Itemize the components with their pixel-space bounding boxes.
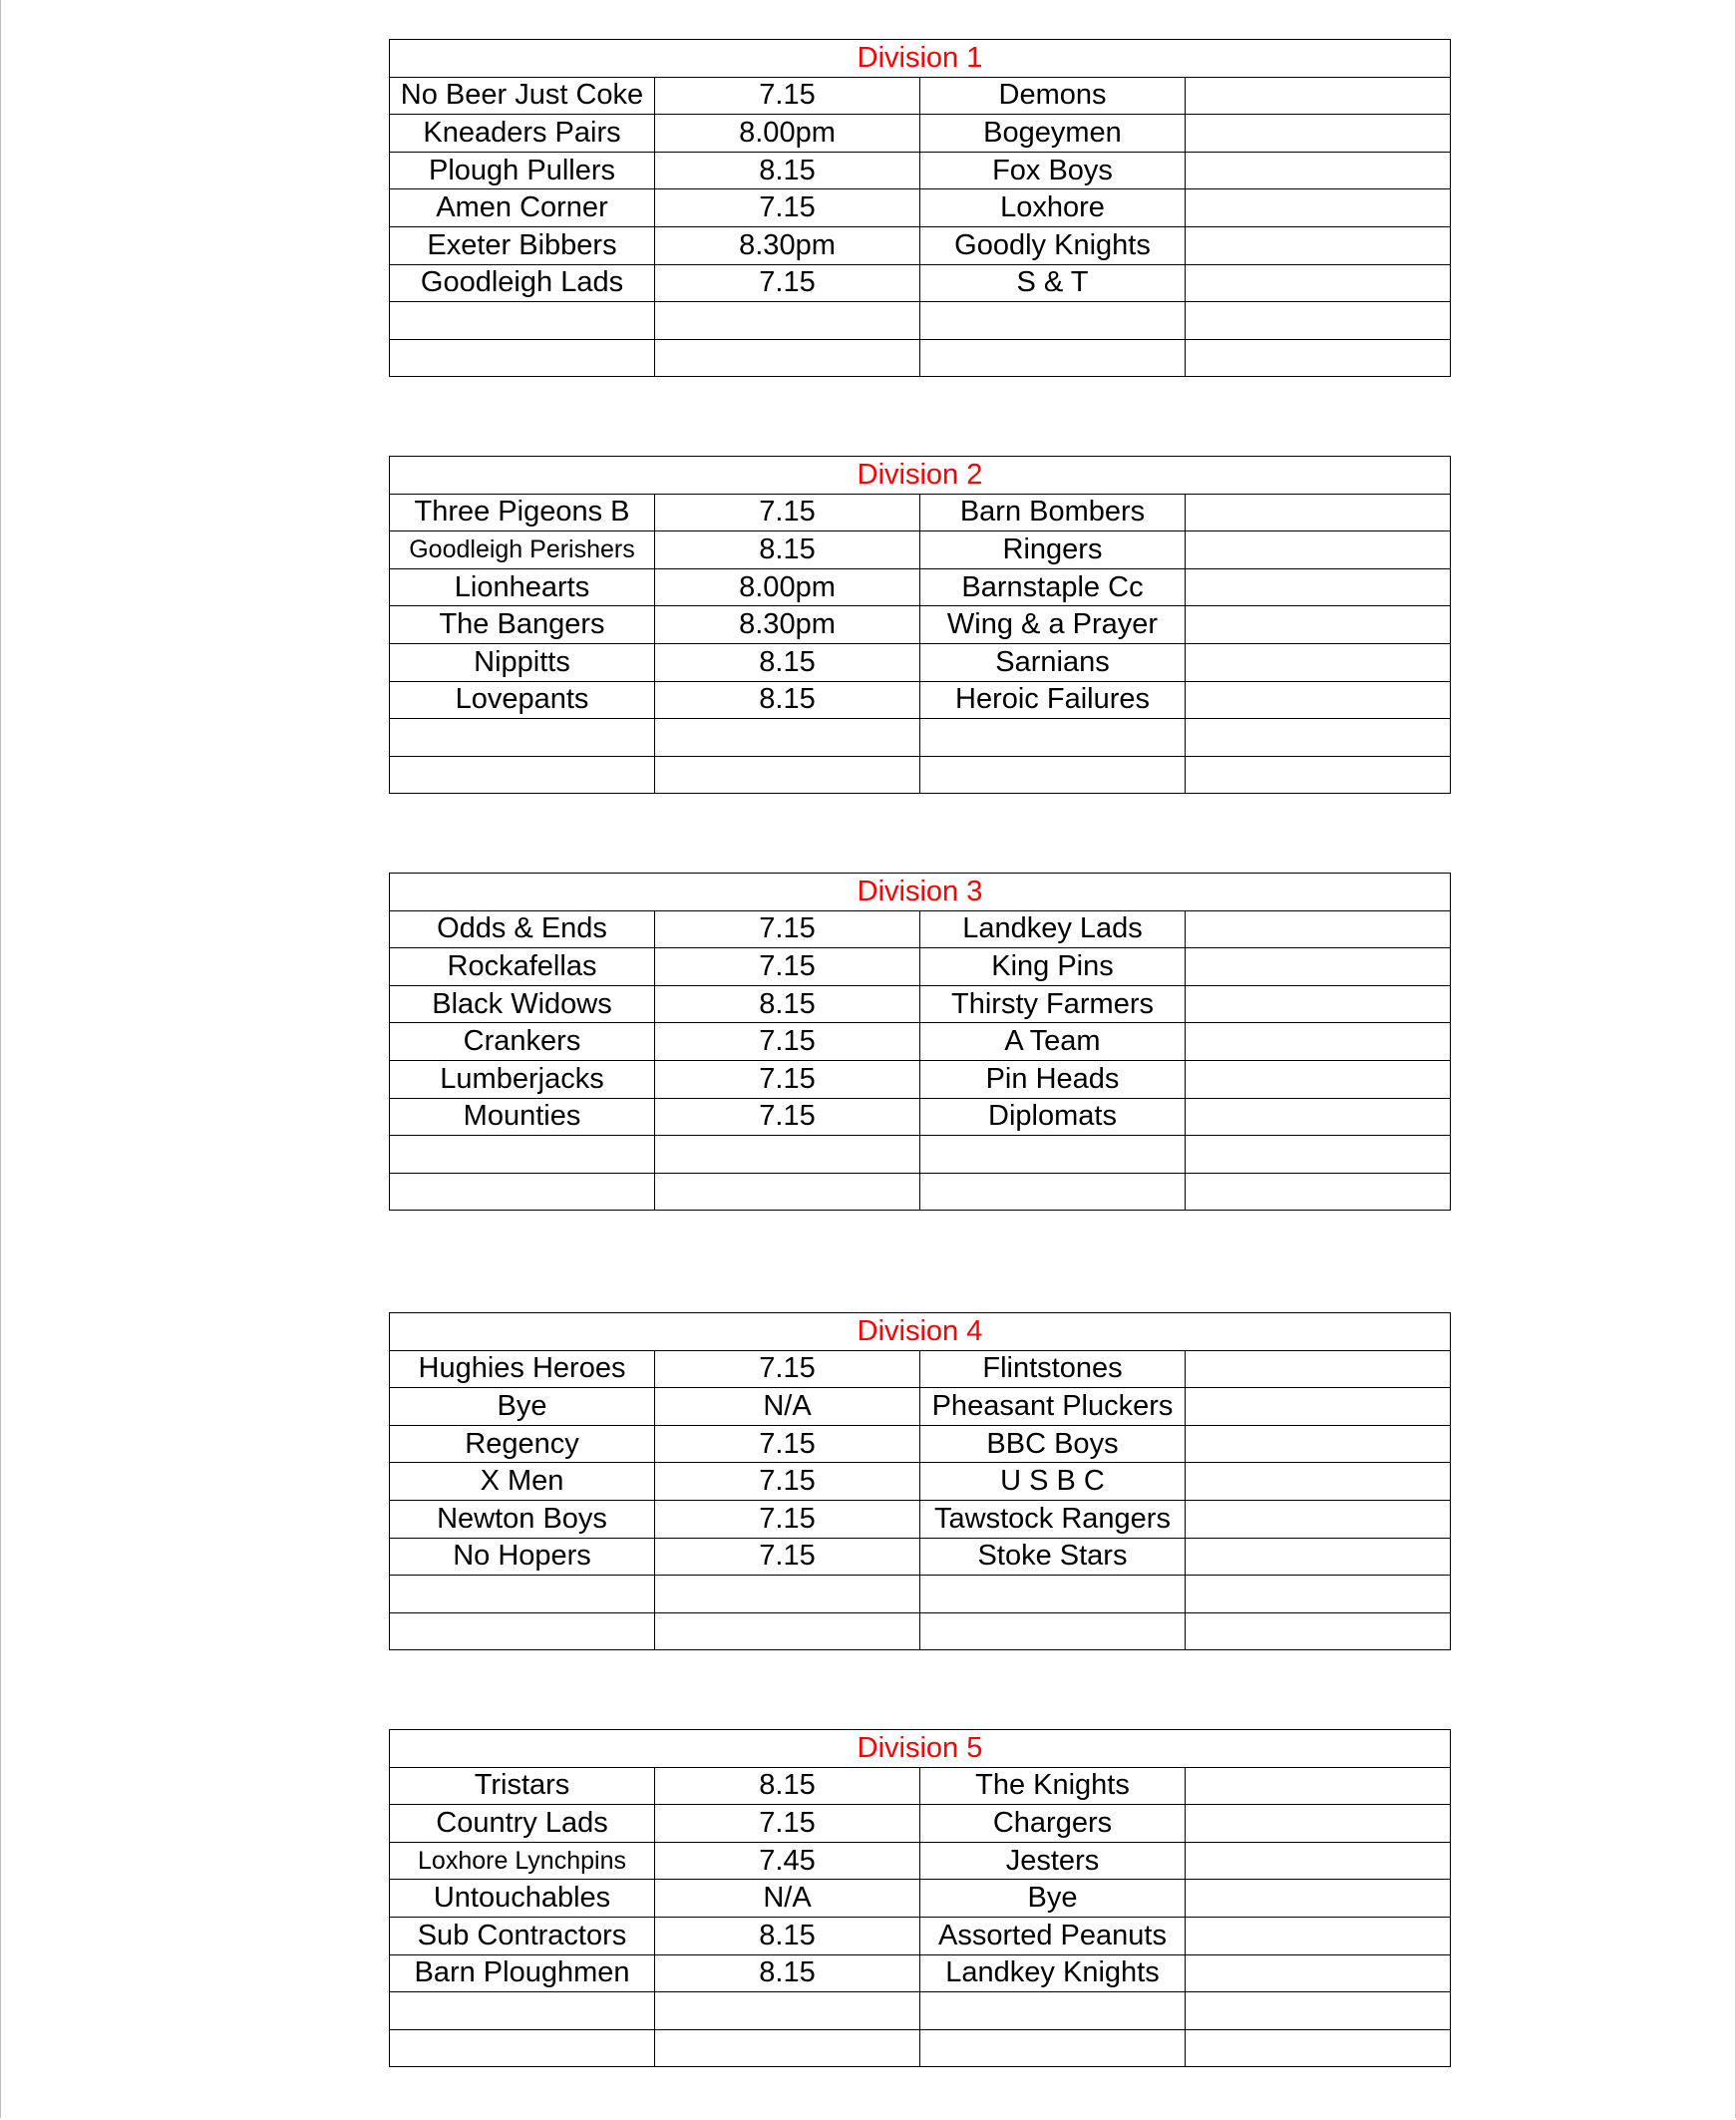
start-time: 7.15 xyxy=(655,1500,920,1538)
result-cell xyxy=(1186,1023,1451,1061)
start-time: 7.45 xyxy=(655,1842,920,1880)
start-time: 7.15 xyxy=(655,189,920,227)
division-4-table xyxy=(389,1312,1451,1650)
away-team: Pheasant Pluckers xyxy=(920,1388,1186,1426)
result-cell xyxy=(1186,1917,1451,1954)
result-cell xyxy=(1186,1538,1451,1576)
result-cell xyxy=(1186,681,1451,719)
fixture-row xyxy=(390,1388,1451,1426)
empty-cell xyxy=(655,756,920,794)
division-title-row xyxy=(390,874,1451,911)
home-team: Goodleigh Lads xyxy=(390,264,655,302)
home-team: Hughies Heroes xyxy=(390,1350,655,1388)
fixture-row xyxy=(390,77,1451,115)
empty-cell xyxy=(920,339,1186,377)
division-title-row xyxy=(390,40,1451,78)
result-cell xyxy=(1186,985,1451,1023)
division-title-row xyxy=(390,1730,1451,1768)
start-time: 8.15 xyxy=(655,1767,920,1805)
start-time: 8.15 xyxy=(655,1954,920,1992)
start-time: 7.15 xyxy=(655,948,920,986)
home-team: Untouchables xyxy=(390,1880,655,1918)
fixture-row xyxy=(390,152,1451,189)
empty-row xyxy=(390,2029,1451,2067)
empty-cell xyxy=(920,1173,1186,1211)
empty-cell xyxy=(655,1992,920,2030)
division-title: Division 1 xyxy=(390,40,1451,78)
result-cell xyxy=(1186,1954,1451,1992)
empty-row xyxy=(390,1576,1451,1613)
empty-cell xyxy=(1186,302,1451,340)
empty-cell xyxy=(920,719,1186,757)
home-team: Loxhore Lynchpins xyxy=(390,1842,655,1880)
away-team: The Knights xyxy=(920,1767,1186,1805)
start-time: 8.30pm xyxy=(655,226,920,264)
result-cell xyxy=(1186,643,1451,681)
home-team: No Hopers xyxy=(390,1538,655,1576)
start-time: 8.15 xyxy=(655,985,920,1023)
away-team: Barnstaple Cc xyxy=(920,568,1186,606)
away-team: Jesters xyxy=(920,1842,1186,1880)
away-team: Demons xyxy=(920,77,1186,115)
fixture-row xyxy=(390,1500,1451,1538)
home-team: Goodleigh Perishers xyxy=(390,531,655,569)
away-team: Tawstock Rangers xyxy=(920,1500,1186,1538)
empty-row xyxy=(390,719,1451,757)
division-5-table xyxy=(389,1729,1451,2067)
result-cell xyxy=(1186,189,1451,227)
division-title: Division 3 xyxy=(390,874,1451,911)
empty-row xyxy=(390,339,1451,377)
fixture-row xyxy=(390,681,1451,719)
result-cell xyxy=(1186,115,1451,153)
empty-cell xyxy=(655,1136,920,1174)
empty-cell xyxy=(390,339,655,377)
fixture-row xyxy=(390,531,1451,569)
fixture-row xyxy=(390,494,1451,531)
away-team: Flintstones xyxy=(920,1350,1186,1388)
away-team: Landkey Lads xyxy=(920,910,1186,948)
result-cell xyxy=(1186,1350,1451,1388)
fixture-row xyxy=(390,568,1451,606)
division-title: Division 5 xyxy=(390,1730,1451,1768)
empty-cell xyxy=(655,1576,920,1613)
empty-row xyxy=(390,1173,1451,1211)
home-team: Sub Contractors xyxy=(390,1917,655,1954)
home-team: Crankers xyxy=(390,1023,655,1061)
empty-cell xyxy=(1186,756,1451,794)
start-time: 7.15 xyxy=(655,1425,920,1463)
home-team: Rockafellas xyxy=(390,948,655,986)
empty-cell xyxy=(1186,1136,1451,1174)
home-team: Country Lads xyxy=(390,1805,655,1843)
fixture-row xyxy=(390,1350,1451,1388)
start-time: 8.15 xyxy=(655,531,920,569)
away-team: BBC Boys xyxy=(920,1425,1186,1463)
fixture-row xyxy=(390,1538,1451,1576)
away-team: Wing & a Prayer xyxy=(920,606,1186,644)
empty-cell xyxy=(655,1173,920,1211)
away-team: Bye xyxy=(920,1880,1186,1918)
away-team: U S B C xyxy=(920,1463,1186,1501)
result-cell xyxy=(1186,531,1451,569)
away-team: Ringers xyxy=(920,531,1186,569)
start-time: 8.00pm xyxy=(655,568,920,606)
fixture-row xyxy=(390,1842,1451,1880)
empty-cell xyxy=(655,339,920,377)
away-team: Heroic Failures xyxy=(920,681,1186,719)
empty-cell xyxy=(920,2029,1186,2067)
home-team: Amen Corner xyxy=(390,189,655,227)
result-cell xyxy=(1186,1842,1451,1880)
home-team: No Beer Just Coke xyxy=(390,77,655,115)
home-team: Barn Ploughmen xyxy=(390,1954,655,1992)
away-team: Assorted Peanuts xyxy=(920,1917,1186,1954)
home-team: Regency xyxy=(390,1425,655,1463)
fixture-row xyxy=(390,643,1451,681)
fixture-row xyxy=(390,1463,1451,1501)
division-title: Division 4 xyxy=(390,1313,1451,1351)
empty-row xyxy=(390,1992,1451,2030)
fixture-row xyxy=(390,1023,1451,1061)
start-time: 7.15 xyxy=(655,1060,920,1098)
empty-cell xyxy=(1186,1173,1451,1211)
fixture-row xyxy=(390,1767,1451,1805)
division-title-row xyxy=(390,457,1451,495)
fixture-row xyxy=(390,115,1451,153)
empty-row xyxy=(390,756,1451,794)
start-time: 7.15 xyxy=(655,910,920,948)
result-cell xyxy=(1186,1805,1451,1843)
empty-cell xyxy=(1186,1992,1451,2030)
result-cell xyxy=(1186,494,1451,531)
start-time: 7.15 xyxy=(655,264,920,302)
away-team: Goodly Knights xyxy=(920,226,1186,264)
fixture-row xyxy=(390,1805,1451,1843)
start-time: N/A xyxy=(655,1388,920,1426)
start-time: 7.15 xyxy=(655,1538,920,1576)
fixture-row xyxy=(390,985,1451,1023)
empty-cell xyxy=(390,1612,655,1650)
result-cell xyxy=(1186,1388,1451,1426)
start-time: 8.15 xyxy=(655,152,920,189)
away-team: Chargers xyxy=(920,1805,1186,1843)
start-time: 7.15 xyxy=(655,1805,920,1843)
result-cell xyxy=(1186,226,1451,264)
start-time: 8.15 xyxy=(655,1917,920,1954)
home-team: Lumberjacks xyxy=(390,1060,655,1098)
result-cell xyxy=(1186,1767,1451,1805)
fixture-row xyxy=(390,1880,1451,1918)
empty-cell xyxy=(390,1136,655,1174)
away-team: Fox Boys xyxy=(920,152,1186,189)
start-time: 7.15 xyxy=(655,1023,920,1061)
result-cell xyxy=(1186,1060,1451,1098)
result-cell xyxy=(1186,606,1451,644)
fixture-row xyxy=(390,264,1451,302)
home-team: Black Widows xyxy=(390,985,655,1023)
empty-cell xyxy=(1186,1612,1451,1650)
empty-cell xyxy=(390,719,655,757)
result-cell xyxy=(1186,264,1451,302)
home-team: Kneaders Pairs xyxy=(390,115,655,153)
empty-cell xyxy=(1186,719,1451,757)
result-cell xyxy=(1186,1880,1451,1918)
empty-cell xyxy=(390,2029,655,2067)
division-title: Division 2 xyxy=(390,457,1451,495)
fixture-row xyxy=(390,948,1451,986)
empty-cell xyxy=(655,302,920,340)
fixture-row xyxy=(390,189,1451,227)
fixture-row xyxy=(390,910,1451,948)
start-time: 8.30pm xyxy=(655,606,920,644)
division-1-table xyxy=(389,39,1451,377)
result-cell xyxy=(1186,568,1451,606)
home-team: Tristars xyxy=(390,1767,655,1805)
empty-cell xyxy=(390,1173,655,1211)
result-cell xyxy=(1186,1500,1451,1538)
home-team: Exeter Bibbers xyxy=(390,226,655,264)
fixture-row xyxy=(390,1917,1451,1954)
start-time: 7.15 xyxy=(655,494,920,531)
away-team: Barn Bombers xyxy=(920,494,1186,531)
empty-cell xyxy=(390,1992,655,2030)
empty-cell xyxy=(1186,2029,1451,2067)
empty-cell xyxy=(920,1136,1186,1174)
home-team: The Bangers xyxy=(390,606,655,644)
start-time: 7.15 xyxy=(655,77,920,115)
start-time: 8.00pm xyxy=(655,115,920,153)
empty-cell xyxy=(920,1612,1186,1650)
away-team: Bogeymen xyxy=(920,115,1186,153)
result-cell xyxy=(1186,1463,1451,1501)
fixture-row xyxy=(390,1098,1451,1136)
start-time: 8.15 xyxy=(655,643,920,681)
home-team: Plough Pullers xyxy=(390,152,655,189)
empty-cell xyxy=(655,1612,920,1650)
fixture-row xyxy=(390,226,1451,264)
result-cell xyxy=(1186,910,1451,948)
fixture-row xyxy=(390,1954,1451,1992)
home-team: Lionhearts xyxy=(390,568,655,606)
empty-cell xyxy=(920,302,1186,340)
fixture-row xyxy=(390,606,1451,644)
empty-cell xyxy=(920,1992,1186,2030)
empty-row xyxy=(390,1612,1451,1650)
empty-cell xyxy=(655,2029,920,2067)
away-team: A Team xyxy=(920,1023,1186,1061)
home-team: Nippitts xyxy=(390,643,655,681)
empty-cell xyxy=(1186,339,1451,377)
empty-cell xyxy=(1186,1576,1451,1613)
empty-cell xyxy=(390,1576,655,1613)
start-time: 7.15 xyxy=(655,1350,920,1388)
away-team: Loxhore xyxy=(920,189,1186,227)
away-team: King Pins xyxy=(920,948,1186,986)
fixture-row xyxy=(390,1060,1451,1098)
home-team: Mounties xyxy=(390,1098,655,1136)
home-team: Newton Boys xyxy=(390,1500,655,1538)
division-2-table xyxy=(389,456,1451,794)
home-team: Three Pigeons B xyxy=(390,494,655,531)
away-team: Pin Heads xyxy=(920,1060,1186,1098)
empty-cell xyxy=(920,756,1186,794)
start-time: N/A xyxy=(655,1880,920,1918)
result-cell xyxy=(1186,948,1451,986)
away-team: Landkey Knights xyxy=(920,1954,1186,1992)
division-title-row xyxy=(390,1313,1451,1351)
home-team: Bye xyxy=(390,1388,655,1426)
empty-row xyxy=(390,302,1451,340)
away-team: Sarnians xyxy=(920,643,1186,681)
start-time: 7.15 xyxy=(655,1098,920,1136)
result-cell xyxy=(1186,1425,1451,1463)
start-time: 8.15 xyxy=(655,681,920,719)
division-3-table xyxy=(389,873,1451,1211)
away-team: Diplomats xyxy=(920,1098,1186,1136)
away-team: Stoke Stars xyxy=(920,1538,1186,1576)
result-cell xyxy=(1186,152,1451,189)
empty-cell xyxy=(390,756,655,794)
away-team: S & T xyxy=(920,264,1186,302)
fixture-row xyxy=(390,1425,1451,1463)
home-team: Lovepants xyxy=(390,681,655,719)
empty-cell xyxy=(655,719,920,757)
result-cell xyxy=(1186,77,1451,115)
start-time: 7.15 xyxy=(655,1463,920,1501)
empty-cell xyxy=(920,1576,1186,1613)
empty-cell xyxy=(390,302,655,340)
result-cell xyxy=(1186,1098,1451,1136)
home-team: Odds & Ends xyxy=(390,910,655,948)
away-team: Thirsty Farmers xyxy=(920,985,1186,1023)
home-team: X Men xyxy=(390,1463,655,1501)
empty-row xyxy=(390,1136,1451,1174)
